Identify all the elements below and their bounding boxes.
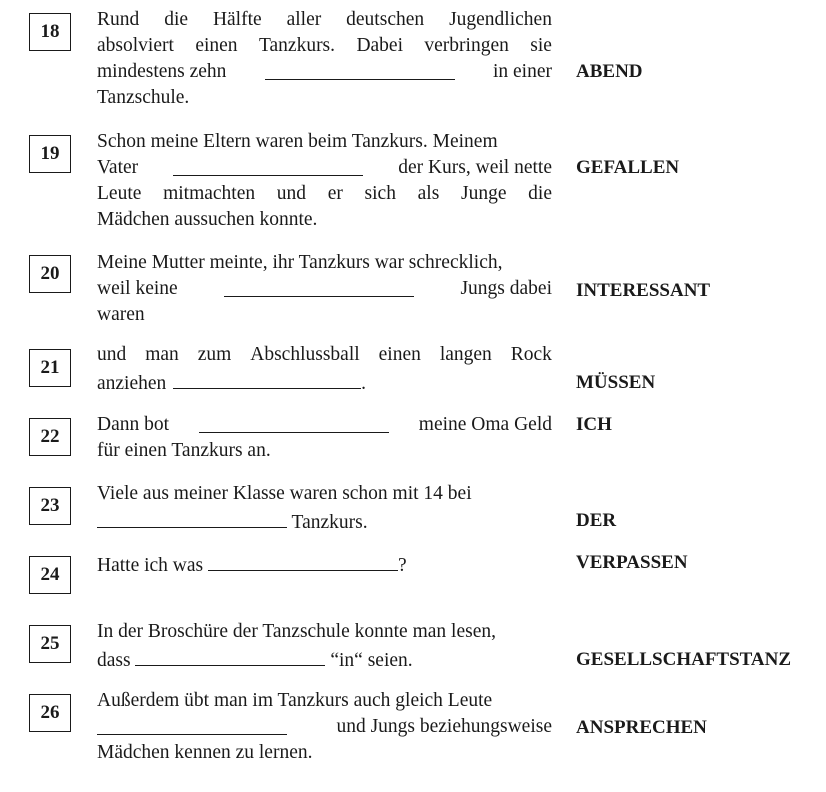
keyword: GESELLSCHAFTSTANZ [576,649,792,670]
task-number-box [29,487,71,525]
word: Leute [97,183,142,204]
text-line [97,33,552,59]
word: Rock [510,344,552,365]
keyword: ANSPRECHEN [576,717,707,738]
text-line [97,155,552,181]
task-number-box [29,694,71,732]
task-number: 25 [40,633,60,654]
word: langen [439,344,492,365]
text-segment: meine Oma Geld [418,414,552,435]
task-number: 21 [40,357,60,378]
task-number: 23 [40,495,60,516]
word: sie [530,35,552,56]
word: mitmachten [163,183,256,204]
task-number: 22 [40,426,60,447]
word: zum [197,344,232,365]
word: absolviert [97,35,174,56]
text-line [97,645,552,671]
word: Tanzkurs. [258,35,336,56]
task-number-box [29,625,71,663]
text-line [97,368,552,394]
text-segment: dass [97,650,131,671]
text-line [97,59,552,85]
text-line: Mädchen aussuchen konnte. [97,209,318,230]
text-line: Mädchen kennen zu lernen. [97,742,313,763]
answer-blank[interactable] [173,155,363,176]
answer-blank[interactable] [97,714,287,735]
answer-blank[interactable] [97,507,287,528]
word: einen [195,35,238,56]
word: aller [286,9,322,30]
keyword: INTERESSANT [576,280,711,301]
keyword: VERPASSEN [576,552,688,573]
word: er [327,183,343,204]
text-segment: ? [398,555,407,576]
word: man [145,344,179,365]
text-line: Tanzschule. [97,87,190,108]
text-line [97,507,552,533]
text-line [97,714,552,740]
text-line: In der Broschüre der Tanzschule konnte man lesen, [97,621,496,642]
word: deutschen [346,9,425,30]
text-line: Außerdem übt man im Tanzkurs auch gleich Leute [97,690,493,711]
text-segment: Vater [97,157,139,178]
text-line [97,276,552,302]
text-segment: Tanzkurs. [291,512,368,533]
task-number-box [29,135,71,173]
answer-blank[interactable] [173,368,361,389]
word: Junge [460,183,507,204]
task-text [97,619,552,671]
task-text [97,250,552,328]
text-segment: in einer [492,61,552,82]
answer-blank[interactable] [199,412,389,433]
text-line: Viele aus meiner Klasse waren schon mit 14 bei [97,483,472,504]
text-segment: Jungs dabei [460,278,552,299]
task-number-box [29,13,71,51]
task-number-box [29,349,71,387]
task-text [97,688,552,766]
word: die [164,9,189,30]
word: Rund [97,9,140,30]
word: einen [378,344,421,365]
word: Dabei [356,35,403,56]
text-line [97,7,552,33]
word: sich [364,183,396,204]
text-line: waren [97,304,145,325]
word: Jugendlichen [449,9,552,30]
keyword: GEFALLEN [576,157,680,178]
text-line [97,181,552,207]
text-segment: der Kurs, weil nette [398,157,552,178]
answer-blank[interactable] [265,59,455,80]
task-number: 26 [40,702,60,723]
task-text [97,129,552,233]
task-number-box [29,418,71,456]
task-text [97,412,552,464]
task-number-box [29,556,71,594]
task-number: 20 [40,263,60,284]
keyword: MÜSSEN [576,372,656,393]
text-segment: mindestens zehn [97,61,227,82]
word: verbringen [424,35,509,56]
word: und [97,344,127,365]
keyword: DER [576,510,617,531]
task-text [97,550,552,576]
answer-blank[interactable] [135,645,325,666]
text-segment: Dann bot [97,414,170,435]
task-number: 24 [40,564,60,585]
text-line: Schon meine Eltern waren beim Tanzkurs. Meinem [97,131,498,152]
task-number-box [29,255,71,293]
text-segment: anziehen [97,373,167,394]
text-line: Meine Mutter meinte, ihr Tanzkurs war schrecklich, [97,252,503,273]
word: als [417,183,440,204]
task-text [97,7,552,111]
task-number: 19 [40,143,60,164]
word: und [276,183,307,204]
answer-blank[interactable] [208,550,398,571]
task-text [97,481,552,533]
word: Hälfte [212,9,262,30]
text-segment: . [361,373,367,394]
text-line: für einen Tanzkurs an. [97,440,271,461]
text-segment: und Jungs beziehungsweise [336,716,552,737]
answer-blank[interactable] [224,276,414,297]
text-segment: “in“ seien. [330,650,413,671]
text-line [97,550,552,576]
keyword: ICH [576,414,612,435]
keyword: ABEND [576,61,643,82]
task-number: 18 [40,21,60,42]
text-line [97,342,552,368]
text-segment: Hatte ich was [97,555,204,576]
word: Abschlussball [250,344,360,365]
word: die [528,183,552,204]
text-line [97,412,552,438]
text-segment: weil keine [97,278,178,299]
task-text [97,342,552,394]
